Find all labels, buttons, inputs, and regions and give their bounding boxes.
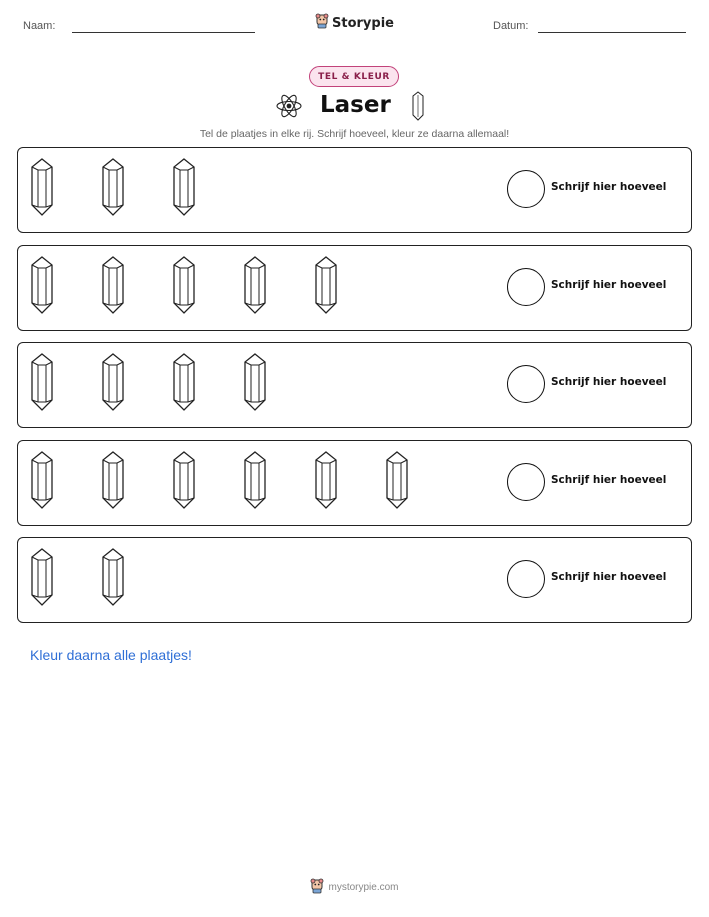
storypie-mascot-icon [315, 13, 329, 33]
answer-circle[interactable] [507, 170, 545, 208]
crystal-icon[interactable] [101, 352, 125, 417]
page-title: Laser [320, 92, 391, 118]
crystal-icon[interactable] [243, 450, 267, 515]
crystal-icon[interactable] [172, 157, 196, 222]
crystal-icon[interactable] [101, 157, 125, 222]
title-row [0, 90, 709, 122]
crystal-icon[interactable] [243, 352, 267, 417]
answer-circle[interactable] [507, 365, 545, 403]
crystal-icon[interactable] [172, 450, 196, 515]
storypie-mascot-icon [310, 878, 324, 897]
count-row [17, 537, 692, 623]
count-row [17, 440, 692, 526]
crystal-icon[interactable] [30, 255, 54, 320]
brand [0, 13, 709, 33]
answer-circle[interactable] [507, 560, 545, 598]
answer-label: Schrijf hier hoeveel [551, 473, 667, 486]
crystal-icon[interactable] [243, 255, 267, 320]
crystal-icon[interactable] [30, 547, 54, 612]
count-row [17, 147, 692, 233]
crystal-icon[interactable] [385, 450, 409, 515]
brand-name: Storypie [332, 15, 394, 31]
answer-circle[interactable] [507, 268, 545, 306]
crystal-icon[interactable] [101, 450, 125, 515]
footer-url[interactable]: mystorypie.com [328, 882, 399, 893]
answer-label: Schrijf hier hoeveel [551, 376, 667, 388]
count-row [17, 245, 692, 331]
footer [0, 878, 709, 897]
crystal-icon [412, 91, 424, 126]
answer-label: Schrijf hier hoeveel [551, 571, 667, 583]
date-label: Datum: [493, 20, 529, 32]
category-badge: TEL & KLEUR [309, 66, 399, 87]
crystal-icon[interactable] [30, 352, 54, 417]
crystal-icon[interactable] [101, 255, 125, 320]
crystal-icon[interactable] [314, 255, 338, 320]
answer-circle[interactable] [507, 463, 545, 501]
atom-icon [275, 92, 303, 125]
date-line[interactable] [538, 32, 686, 33]
crystal-icon[interactable] [101, 547, 125, 612]
crystal-icon[interactable] [30, 157, 54, 222]
crystal-icon[interactable] [172, 255, 196, 320]
count-row [17, 342, 692, 428]
answer-label: Schrijf hier hoeveel [551, 278, 667, 291]
crystal-icon[interactable] [172, 352, 196, 417]
name-label: Naam: [23, 20, 56, 32]
instruction-text: Tel de plaatjes in elke rij. Schrijf hoeveel, kleur ze daarna allemaal! [199, 128, 510, 140]
answer-label: Schrijf hier hoeveel [551, 181, 667, 193]
coloring-note: Kleur daarna alle plaatjes! [30, 647, 192, 663]
crystal-icon[interactable] [30, 450, 54, 515]
crystal-icon[interactable] [314, 450, 338, 515]
